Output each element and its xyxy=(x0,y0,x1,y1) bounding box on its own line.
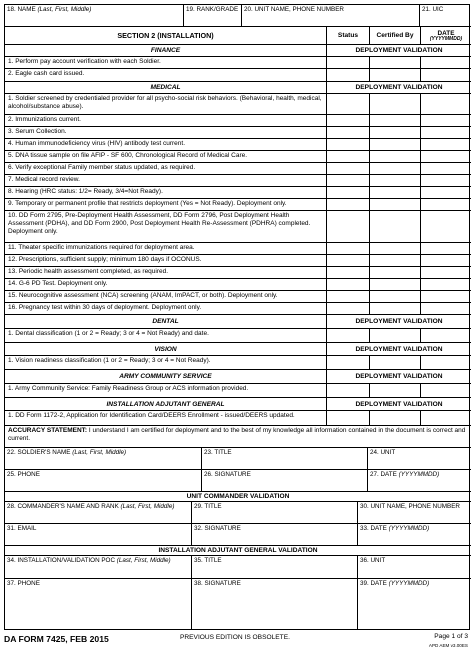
accuracy-text: I understand I am certified for deployment and to the best of my knowledge all information contained in the document is correct and current. xyxy=(8,427,466,442)
acs-item-1 xyxy=(5,384,471,398)
finance-validation-text: DEPLOYMENT VALIDATION xyxy=(355,47,443,54)
medical-item-6 xyxy=(5,163,471,175)
hearing-date[interactable] xyxy=(420,187,471,198)
acs-information-date[interactable] xyxy=(420,384,471,397)
certified-by-header xyxy=(369,27,420,44)
g6pd-test-text: 14. G-6 PD Test. Deployment only. xyxy=(8,280,108,287)
certified-by-text: Certified By xyxy=(376,32,414,39)
nca-screening-certified-by[interactable] xyxy=(369,291,420,302)
acs-information-status[interactable] xyxy=(326,384,369,397)
acs-information xyxy=(5,384,326,397)
medical-validation-text: DEPLOYMENT VALIDATION xyxy=(355,84,443,91)
iag-row-1 xyxy=(5,556,471,579)
pay-verification xyxy=(5,57,326,68)
soldier-name[interactable] xyxy=(5,448,201,469)
profile-restriction xyxy=(5,199,326,210)
iag-poc-hint: (Last, First, Middle) xyxy=(116,557,171,564)
obsolete-notice: PREVIOUS EDITION IS OBSOLETE. xyxy=(180,634,290,641)
commander-title[interactable] xyxy=(191,502,357,523)
uic-label: 21. UIC xyxy=(422,6,444,13)
pay-verification-certified-by[interactable] xyxy=(369,57,420,68)
date-header xyxy=(420,27,471,44)
iag-heading xyxy=(5,546,471,556)
medical-item-5 xyxy=(5,151,471,163)
prescriptions-certified-by[interactable] xyxy=(369,255,420,266)
psycho-social-screening-text: 1. Soldier screened by credentialed provider for all psycho-social risk behaviors. (Behavioral, health, medical, alcohol/substance abuse). xyxy=(8,95,322,110)
eagle-cash-card-status[interactable] xyxy=(326,69,369,81)
iag-signature-label: 38. SIGNATURE xyxy=(194,580,241,587)
medical-item-9 xyxy=(5,199,471,211)
form-footer xyxy=(4,631,470,653)
pregnancy-test-date[interactable] xyxy=(420,303,471,314)
eagle-cash-card-certified-by[interactable] xyxy=(369,69,420,81)
medical-section-title xyxy=(5,82,326,93)
finance-title-row xyxy=(5,45,471,57)
periodic-health-assessment xyxy=(5,267,326,278)
soldier-phone[interactable] xyxy=(5,470,201,491)
identification-row xyxy=(5,5,471,27)
commander-date-label: 33. DATE xyxy=(360,525,387,532)
serum-collection-certified-by[interactable] xyxy=(369,127,420,138)
periodic-health-assessment-status[interactable] xyxy=(326,267,369,278)
finance-validation-header xyxy=(326,45,471,56)
immunizations-certified-by[interactable] xyxy=(369,115,420,126)
iag-validation-text: DEPLOYMENT VALIDATION xyxy=(355,400,443,408)
medical-record-review-date[interactable] xyxy=(420,175,471,186)
finance-item-2 xyxy=(5,69,471,82)
form-id: DA FORM 7425, FEB 2015 xyxy=(4,634,109,644)
hiv-test-certified-by[interactable] xyxy=(369,139,420,150)
medical-record-review-certified-by[interactable] xyxy=(369,175,420,186)
soldier-unit-label: 24. UNIT xyxy=(370,449,396,456)
iag-item-1 xyxy=(5,411,471,426)
iag-date-label: 39. DATE xyxy=(360,580,387,587)
commander-name-label: 28. COMMANDER'S NAME AND RANK xyxy=(7,503,119,510)
soldier-phone-label: 25. PHONE xyxy=(7,471,40,478)
hearing xyxy=(5,187,326,198)
dna-sample-certified-by[interactable] xyxy=(369,151,420,162)
serum-collection-date[interactable] xyxy=(420,127,471,138)
medical-title-row xyxy=(5,82,471,94)
date-format-text: (YYYYMMDD) xyxy=(429,35,463,42)
commander-date[interactable] xyxy=(357,524,471,545)
name-label: 18. NAME xyxy=(7,6,36,13)
periodic-health-assessment-text: 13. Periodic health assessment completed, as required. xyxy=(8,268,169,275)
uic-field[interactable] xyxy=(419,5,471,26)
g6pd-test-certified-by[interactable] xyxy=(369,279,420,290)
dna-sample xyxy=(5,151,326,162)
soldier-date[interactable] xyxy=(367,470,471,491)
date-header-text: DATE xyxy=(437,29,455,37)
vision-section-title xyxy=(5,343,326,355)
commander-title-label: 29. TITLE xyxy=(194,503,222,510)
dental-validation-text: DEPLOYMENT VALIDATION xyxy=(355,318,443,325)
dental-validation-header xyxy=(326,315,471,328)
vision-classification-date[interactable] xyxy=(420,356,471,369)
medical-item-7 xyxy=(5,175,471,187)
dental-classification-text: 1. Dental classification (1 or 2 = Ready; 3 or 4 = Not Ready) and date. xyxy=(8,330,209,337)
immunizations xyxy=(5,115,326,126)
efmp-status-certified-by[interactable] xyxy=(369,163,420,174)
immunizations-date[interactable] xyxy=(420,115,471,126)
vision-validation-header xyxy=(326,343,471,355)
eagle-cash-card xyxy=(5,69,326,81)
medical-record-review xyxy=(5,175,326,186)
dental-classification xyxy=(5,329,326,342)
iag-phone[interactable] xyxy=(5,579,191,629)
g6pd-test-date[interactable] xyxy=(420,279,471,290)
section-title xyxy=(5,27,326,44)
commander-signature-label: 32. SIGNATURE xyxy=(194,525,241,532)
medical-item-10 xyxy=(5,211,471,243)
immunizations-text: 2. Immunizations current. xyxy=(8,116,81,123)
iag-poc[interactable] xyxy=(5,556,191,578)
vision-classification xyxy=(5,356,326,369)
commander-email-label: 31. EMAIL xyxy=(7,525,37,532)
dental-title-text: DENTAL xyxy=(152,318,179,325)
dna-sample-status[interactable] xyxy=(326,151,369,162)
iag-title-text: INSTALLATION ADJUTANT GENERAL xyxy=(106,400,225,408)
prescriptions-date[interactable] xyxy=(420,255,471,266)
acs-information-text: 1. Army Community Service: Family Readiness Group or ACS information provided. xyxy=(8,385,249,392)
efmp-status-text: 6. Verify exceptional Family member status updated, as required. xyxy=(8,164,196,171)
serum-collection xyxy=(5,127,326,138)
finance-section-title xyxy=(5,45,326,56)
id-card-deers-status[interactable] xyxy=(326,411,369,425)
nca-screening xyxy=(5,291,326,302)
accuracy-label: ACCURACY STATEMENT: xyxy=(8,427,88,434)
hiv-test-date[interactable] xyxy=(420,139,471,150)
vision-classification-text: 1. Vision readiness classification (1 or 2 = Ready; 3 or 4 = Not Ready). xyxy=(8,357,211,364)
serum-collection-status[interactable] xyxy=(326,127,369,138)
eagle-cash-card-date[interactable] xyxy=(420,69,471,81)
status-header xyxy=(326,27,369,44)
form-version: APD AEM v3.00ES xyxy=(428,643,468,648)
nca-screening-text: 15. Neurocognitive assessment (NCA) screening (ANAM, ImPACT, or both). Deployment only. xyxy=(8,292,278,299)
vision-validation-text: DEPLOYMENT VALIDATION xyxy=(355,345,443,353)
soldier-title[interactable] xyxy=(201,448,367,469)
hiv-test-status[interactable] xyxy=(326,139,369,150)
unit-label: 20. UNIT NAME, PHONE NUMBER xyxy=(244,6,344,13)
hearing-status[interactable] xyxy=(326,187,369,198)
commander-row-2 xyxy=(5,524,471,546)
acs-validation-text: DEPLOYMENT VALIDATION xyxy=(355,373,443,380)
id-card-deers-date[interactable] xyxy=(420,411,471,425)
iag-signature[interactable] xyxy=(191,579,357,629)
serum-collection-text: 3. Serum Collection. xyxy=(8,128,67,135)
unit-field[interactable] xyxy=(241,5,419,26)
medical-item-14 xyxy=(5,279,471,291)
pregnancy-test-text: 16. Pregnancy test within 30 days of deployment. Deployment only. xyxy=(8,304,202,311)
theater-immunizations-date[interactable] xyxy=(420,243,471,254)
commander-unit[interactable] xyxy=(357,502,471,523)
vision-classification-status[interactable] xyxy=(326,356,369,369)
prescriptions-text: 12. Prescriptions, sufficient supply; minimum 180 days if OCONUS. xyxy=(8,256,202,263)
soldier-title-label: 23. TITLE xyxy=(204,449,232,456)
acs-information-certified-by[interactable] xyxy=(369,384,420,397)
dental-classification-certified-by[interactable] xyxy=(369,329,420,342)
medical-record-review-status[interactable] xyxy=(326,175,369,186)
immunizations-status[interactable] xyxy=(326,115,369,126)
medical-item-4 xyxy=(5,139,471,151)
soldier-unit[interactable] xyxy=(367,448,471,469)
medical-item-15 xyxy=(5,291,471,303)
medical-item-2 xyxy=(5,115,471,127)
nca-screening-date[interactable] xyxy=(420,291,471,302)
theater-immunizations xyxy=(5,243,326,254)
rank-label: 19. RANK/GRADE xyxy=(186,6,239,13)
theater-immunizations-status[interactable] xyxy=(326,243,369,254)
soldier-name-hint: (Last, First, Middle) xyxy=(72,449,127,456)
pay-verification-status[interactable] xyxy=(326,57,369,68)
id-card-deers-certified-by[interactable] xyxy=(369,411,420,425)
vision-item-1 xyxy=(5,356,471,370)
iag-title[interactable] xyxy=(191,556,357,578)
iag-poc-label: 34. INSTALLATION/VALIDATION POC xyxy=(7,557,116,564)
medical-item-11 xyxy=(5,243,471,255)
acs-section-title xyxy=(5,370,326,383)
pregnancy-test-certified-by[interactable] xyxy=(369,303,420,314)
commander-date-hint: (YYYYMMDD) xyxy=(388,525,430,532)
dna-sample-text: 5. DNA tissue sample on file AFIP - SF 600, Chronological Record of Medical Care. xyxy=(8,152,248,159)
psycho-social-screening-certified-by[interactable] xyxy=(369,94,420,114)
rank-field[interactable] xyxy=(183,5,241,26)
iag-unit[interactable] xyxy=(357,556,471,578)
hearing-text: 8. Hearing (HRC status: 1/2= Ready, 3/4=Not Ready). xyxy=(8,188,163,195)
finance-item-1 xyxy=(5,57,471,69)
name-hint: (Last, First, Middle) xyxy=(37,6,92,13)
commander-signature[interactable] xyxy=(191,524,357,545)
dental-section-title xyxy=(5,315,326,328)
profile-restriction-status[interactable] xyxy=(326,199,369,210)
prescriptions xyxy=(5,255,326,266)
efmp-status-status[interactable] xyxy=(326,163,369,174)
finance-title-text: FINANCE xyxy=(150,47,181,54)
efmp-status xyxy=(5,163,326,174)
medical-record-review-text: 7. Medical record review. xyxy=(8,176,80,183)
dental-item-1 xyxy=(5,329,471,343)
pdha-forms xyxy=(5,211,326,242)
medical-item-1 xyxy=(5,94,471,115)
psycho-social-screening xyxy=(5,94,326,114)
pregnancy-test-status[interactable] xyxy=(326,303,369,314)
medical-title-text: MEDICAL xyxy=(150,84,181,91)
periodic-health-assessment-certified-by[interactable] xyxy=(369,267,420,278)
soldier-signature-label: 26. SIGNATURE xyxy=(204,471,251,478)
g6pd-test-status[interactable] xyxy=(326,279,369,290)
dental-classification-status[interactable] xyxy=(326,329,369,342)
name-field[interactable] xyxy=(5,5,183,26)
periodic-health-assessment-date[interactable] xyxy=(420,267,471,278)
accuracy-statement-row xyxy=(5,426,471,448)
commander-heading-text-cell xyxy=(5,492,471,501)
profile-restriction-certified-by[interactable] xyxy=(369,199,420,210)
section-title-text: SECTION 2 (INSTALLATION) xyxy=(117,31,214,40)
psycho-social-screening-status[interactable] xyxy=(326,94,369,114)
vision-classification-certified-by[interactable] xyxy=(369,356,420,369)
vision-title-row xyxy=(5,343,471,356)
hearing-certified-by[interactable] xyxy=(369,187,420,198)
commander-name[interactable] xyxy=(5,502,191,523)
soldier-row-1 xyxy=(5,448,471,470)
hiv-test xyxy=(5,139,326,150)
soldier-signature[interactable] xyxy=(201,470,367,491)
pregnancy-test xyxy=(5,303,326,314)
vision-title-text: VISION xyxy=(154,345,177,353)
g6pd-test xyxy=(5,279,326,290)
theater-immunizations-text: 11. Theater specific immunizations required for deployment area. xyxy=(8,244,195,251)
iag-phone-label: 37. PHONE xyxy=(7,580,40,587)
eagle-cash-card-text: 2. Eagle cash card issued. xyxy=(8,70,85,77)
commander-unit-label: 30. UNIT NAME, PHONE NUMBER xyxy=(360,503,460,510)
commander-email[interactable] xyxy=(5,524,191,545)
iag-title-label: 35. TITLE xyxy=(194,557,222,564)
iag-heading-text: INSTALLATION ADJUTANT GENERAL VALIDATION xyxy=(158,547,318,554)
iag-unit-label: 36. UNIT xyxy=(360,557,386,564)
medical-validation-header xyxy=(326,82,471,93)
pay-verification-date[interactable] xyxy=(420,57,471,68)
soldier-row-2 xyxy=(5,470,471,492)
psycho-social-screening-date[interactable] xyxy=(420,94,471,114)
acs-validation-header xyxy=(326,370,471,383)
efmp-status-date[interactable] xyxy=(420,163,471,174)
theater-immunizations-certified-by[interactable] xyxy=(369,243,420,254)
pdha-forms-certified-by[interactable] xyxy=(369,211,420,242)
medical-item-8 xyxy=(5,187,471,199)
prescriptions-status[interactable] xyxy=(326,255,369,266)
commander-heading xyxy=(5,492,471,502)
iag-row-2 xyxy=(5,579,471,629)
iag-heading-text-cell xyxy=(5,546,471,555)
iag-section-title xyxy=(5,398,326,410)
commander-name-hint: (Last, First, Middle) xyxy=(120,503,175,510)
iag-title-row xyxy=(5,398,471,411)
pdha-forms-date[interactable] xyxy=(420,211,471,242)
page-number: Page 1 of 3 xyxy=(434,633,468,640)
commander-heading-text: UNIT COMMANDER VALIDATION xyxy=(186,493,290,500)
accuracy-statement xyxy=(5,426,471,447)
hiv-test-text: 4. Human immunodeficiency virus (HIV) antibody test current. xyxy=(8,140,186,147)
soldier-name-label: 22. SOLDIER'S NAME xyxy=(7,449,71,456)
iag-validation-header xyxy=(326,398,471,410)
section-2-header xyxy=(5,27,471,45)
nca-screening-status[interactable] xyxy=(326,291,369,302)
soldier-date-hint: (YYYYMMDD) xyxy=(398,471,440,478)
da-form-7425 xyxy=(4,4,470,630)
id-card-deers xyxy=(5,411,326,425)
pay-verification-text: 1. Perform pay account verification with each Soldier. xyxy=(8,58,161,65)
pdha-forms-status[interactable] xyxy=(326,211,369,242)
status-header-text: Status xyxy=(337,32,359,39)
id-card-deers-text: 1. DD Form 1172-2, Application for Identification Card/DEERS Enrollment - issued/DEERS updated. xyxy=(8,412,295,419)
medical-item-12 xyxy=(5,255,471,267)
dental-title-row xyxy=(5,315,471,329)
dental-classification-date[interactable] xyxy=(420,329,471,342)
profile-restriction-text: 9. Temporary or permanent profile that restricts deployment (Yes = Not Ready). Deployment only. xyxy=(8,200,287,207)
pdha-forms-text: 10. DD Form 2795, Pre-Deployment Health Assessment, DD Form 2796, Post Deployment Health Assessment (PDHA), and DD Form 2900, Post Deployment Health Re-Assessment (PDHRA) completed. Deployment only. xyxy=(8,212,311,235)
soldier-date-label: 27. DATE xyxy=(370,471,397,478)
commander-row-1 xyxy=(5,502,471,524)
acs-title-text: ARMY COMMUNITY SERVICE xyxy=(119,373,212,380)
iag-date-hint: (YYYYMMDD) xyxy=(388,580,430,587)
medical-item-16 xyxy=(5,303,471,315)
acs-title-row xyxy=(5,370,471,384)
profile-restriction-date[interactable] xyxy=(420,199,471,210)
medical-item-3 xyxy=(5,127,471,139)
dna-sample-date[interactable] xyxy=(420,151,471,162)
iag-date[interactable] xyxy=(357,579,471,629)
medical-item-13 xyxy=(5,267,471,279)
